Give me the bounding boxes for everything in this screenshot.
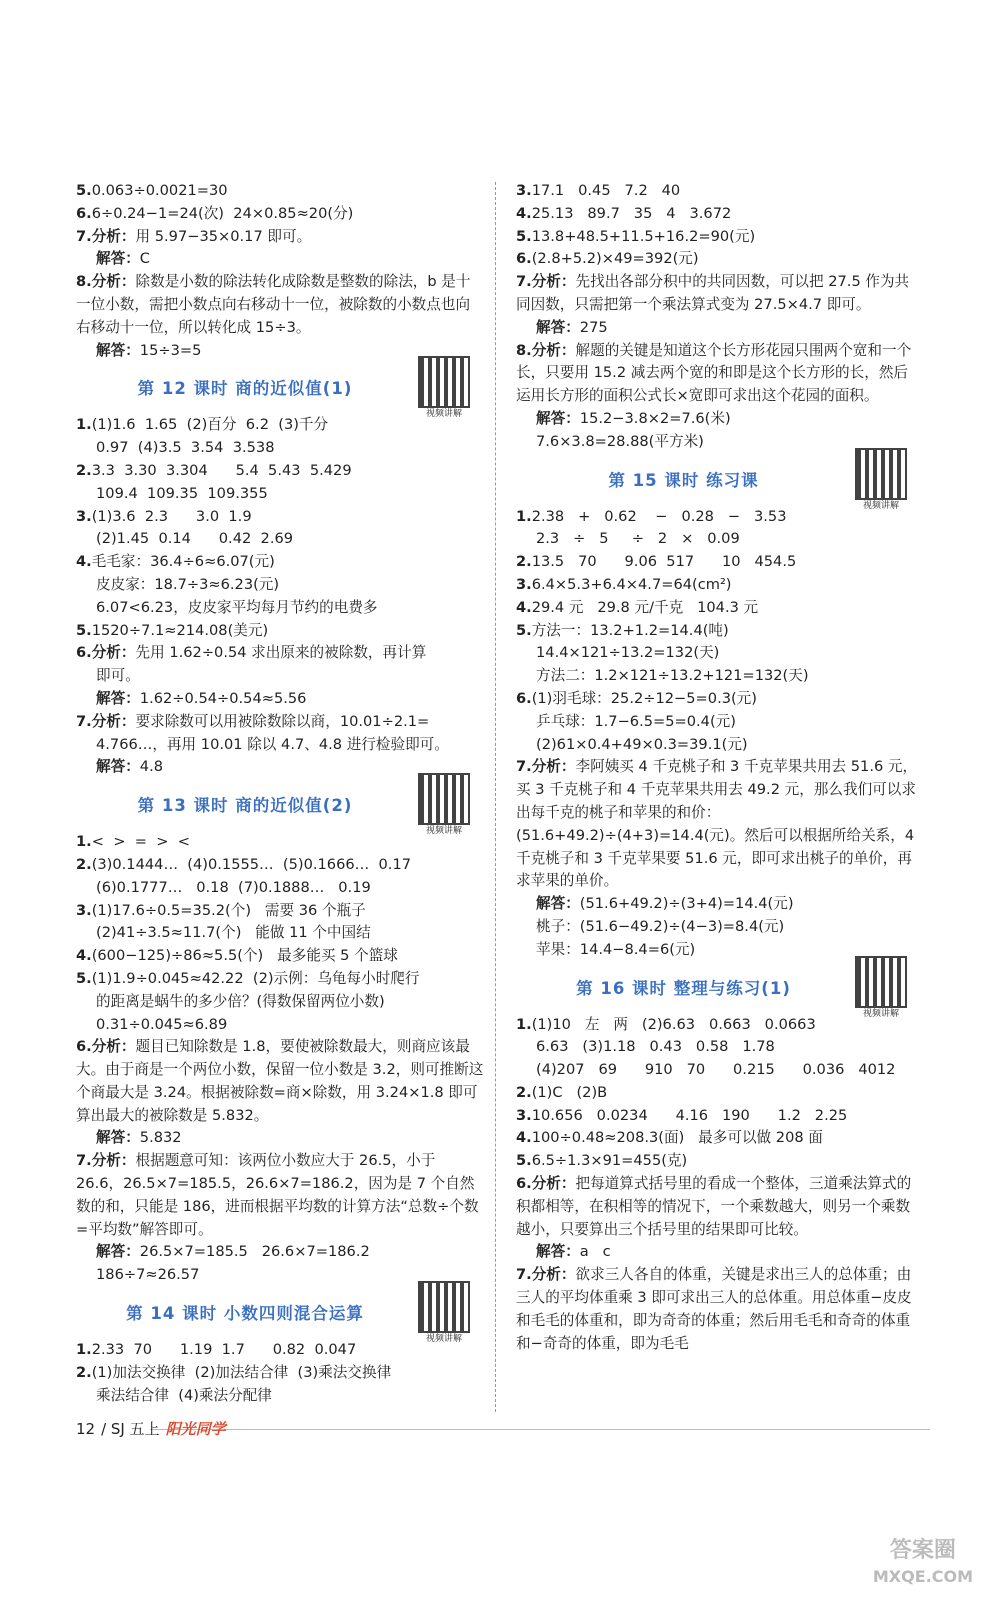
- left-column: [76, 180, 484, 1407]
- item-label: 分析：: [91, 273, 136, 291]
- item-number: 7.: [76, 712, 92, 730]
- answer-item: [516, 574, 921, 597]
- item-text: < > = > <: [91, 833, 190, 851]
- item-label: 分析：: [531, 341, 576, 359]
- item-label: 分析：: [91, 1038, 136, 1056]
- item-text: 乘法结合律 (4)乘法分配律: [96, 1386, 272, 1404]
- qr-code-icon: [855, 448, 907, 500]
- item-text: 15.2−3.8×2=7.6(米): [579, 409, 731, 427]
- item-text: 桃子：(51.6−49.2)÷(4−3)=8.4(元): [536, 917, 785, 935]
- answer-item: [516, 226, 921, 249]
- item-text: (1)10 左 两 (2)6.63 0.663 0.0663: [531, 1015, 816, 1033]
- item-number: 4.: [516, 204, 532, 222]
- item-number: 7.: [76, 1152, 92, 1170]
- answer-line: [76, 1014, 484, 1037]
- qr-caption: 视频讲解: [425, 826, 462, 837]
- item-number: 8.: [516, 341, 532, 359]
- item-text: 方法一：13.2+1.2=14.4(吨): [531, 621, 729, 639]
- item-text: (6)0.1777… 0.18 (7)0.1888… 0.19: [96, 878, 371, 896]
- item-number: 2.: [516, 1083, 532, 1101]
- item-number: 7.: [516, 273, 532, 291]
- item-text: 乒乓球：1.7−6.5=5=0.4(元): [536, 712, 736, 730]
- item-text: 15÷3=5: [139, 341, 202, 359]
- qr-code: [418, 1281, 470, 1347]
- item-number: 6.: [516, 689, 532, 707]
- item-number: 6.: [76, 1038, 92, 1056]
- item-text: 6.07<6.23，皮皮家平均每月节约的电费多: [96, 598, 378, 616]
- item-text: 6÷0.24−1=24(次) 24×0.85≈20(分): [91, 204, 354, 222]
- item-text: 26.5×7=185.5 26.6×7=186.2: [139, 1243, 370, 1261]
- item-text: (1)羽毛球：25.2÷12−5=0.3(元): [531, 689, 757, 707]
- answer-line: [76, 597, 484, 620]
- item-text: (2)1.45 0.14 0.42 2.69: [96, 530, 294, 548]
- item-text: (1)加法交换律 (2)加法结合律 (3)乘法交换律: [91, 1363, 392, 1381]
- answer-item: [516, 688, 921, 711]
- answer-item: [516, 551, 921, 574]
- answer-line: [76, 1127, 484, 1150]
- item-text: (2.8+5.2)×49=392(元): [531, 250, 699, 268]
- item-text: (1)1.9÷0.045≈42.22 (2)示例：乌龟每小时爬行: [91, 969, 420, 987]
- answer-line: [76, 248, 484, 271]
- lesson-title: 第 13 课时 商的近似值(2): [137, 796, 353, 816]
- item-text: 100÷0.48≈208.3(面) 最多可以做 208 面: [531, 1129, 823, 1147]
- answer-line: [76, 574, 484, 597]
- item-text: 6.63 (3)1.18 0.43 0.58 1.78: [536, 1038, 775, 1056]
- item-text: 即可。: [96, 667, 140, 685]
- item-label: 解答：: [536, 1243, 580, 1261]
- item-label: 解答：: [536, 895, 580, 913]
- answer-line: [516, 1059, 921, 1082]
- answer-item: [76, 551, 484, 574]
- item-label: 分析：: [531, 1266, 576, 1284]
- item-text: 2.3 ÷ 5 ÷ 2 × 0.09: [536, 530, 740, 548]
- qr-code-icon: [418, 773, 470, 825]
- answer-line: [516, 711, 921, 734]
- lesson-header: [76, 366, 484, 420]
- item-text: 25.13 89.7 35 4 3.672: [531, 204, 732, 222]
- item-number: 3.: [76, 901, 92, 919]
- answer-line: [516, 1036, 921, 1059]
- item-number: 2.: [76, 461, 92, 479]
- answer-item: [516, 1264, 921, 1355]
- answer-line: [76, 1241, 484, 1264]
- item-label: 解答：: [96, 250, 140, 268]
- answer-item: [76, 642, 484, 665]
- item-text: 除数是小数的除法转化成除数是整数的除法，b 是十一位小数，需把小数点向右移动十一位，被除数的小数点也向右移动十一位，所以转化成 15÷3。: [76, 273, 471, 336]
- item-number: 6.: [516, 1175, 532, 1193]
- qr-caption: 视频讲解: [862, 1008, 899, 1019]
- lesson-header: [76, 783, 484, 837]
- lesson-header: [516, 458, 921, 511]
- item-number: 2.: [76, 1363, 92, 1381]
- item-text: 0.31÷0.045≈6.89: [96, 1015, 228, 1033]
- item-number: 5.: [516, 227, 532, 245]
- item-number: 1.: [76, 1341, 92, 1359]
- answer-line: [76, 991, 484, 1014]
- item-number: 7.: [516, 758, 532, 776]
- item-text: 17.1 0.45 7.2 40: [531, 182, 681, 199]
- qr-code-icon: [418, 356, 470, 408]
- answer-line: [76, 1385, 484, 1408]
- item-text: (600−125)÷86≈5.5(个) 最多能买 5 个篮球: [91, 947, 398, 965]
- item-text: 4.8: [139, 758, 164, 776]
- answer-item: [76, 460, 484, 483]
- lesson-title: 第 16 课时 整理与练习(1): [576, 978, 791, 998]
- answer-item: [516, 1150, 921, 1173]
- item-text: 14.4×121÷13.2=132(天): [536, 644, 720, 662]
- item-number: 1.: [516, 507, 532, 525]
- item-text: 欲求三人各自的体重，关键是求出三人的总体重；由三人的平均体重乘 3 即可求出三人的总体重。用总体重−皮皮和毛毛的体重和，即为奇奇的体重；然后用毛毛和奇奇的体重和−奇奇的体重，即为毛毛: [516, 1266, 912, 1352]
- answer-item: [76, 1362, 484, 1385]
- item-label: 分析：: [91, 712, 136, 730]
- answer-item: [516, 248, 921, 271]
- item-number: 3.: [516, 575, 532, 593]
- item-text: 2.33 70 1.19 1.7 0.82 0.047: [91, 1341, 357, 1359]
- item-text: 的距离是蜗牛的多少倍？(得数保留两位小数): [96, 992, 385, 1010]
- item-text: 0.063÷0.0021=30: [91, 182, 228, 199]
- answer-item: [76, 620, 484, 643]
- item-text: (1)C (2)B: [531, 1083, 608, 1101]
- answer-item: [516, 1127, 921, 1150]
- answer-item: [516, 1082, 921, 1105]
- item-label: 解答：: [96, 1243, 140, 1261]
- answer-item: [76, 203, 484, 226]
- answer-line: [76, 437, 484, 460]
- item-text: 109.4 109.35 109.355: [96, 484, 268, 502]
- item-number: 5.: [76, 621, 92, 639]
- qr-code: [418, 356, 470, 422]
- item-text: 根据题意可知：该两位小数应大于 26.5，小于 26.6，26.5×7=185.5，26.6×7=186.2，因为是 7 个自然数的和，只能是 186，进而根据平均数的计算方法“总数÷个数=平均数”解答即可。: [76, 1152, 479, 1238]
- item-text: 方法二：1.2×121÷13.2+121=132(天): [536, 667, 809, 685]
- answer-line: [76, 922, 484, 945]
- item-text: 先用 1.62÷0.54 求出原来的被除数，再计算: [135, 644, 427, 662]
- watermark-title: 答案圈: [889, 1538, 956, 1563]
- answer-item: [516, 1105, 921, 1128]
- item-label: 分析：: [91, 227, 136, 245]
- column-divider: [495, 182, 496, 1412]
- answer-line: [516, 916, 921, 939]
- qr-caption: 视频讲解: [862, 500, 899, 511]
- book-code: / SJ 五上: [101, 1420, 160, 1438]
- item-number: 1.: [76, 416, 92, 434]
- item-text: 0.97 (4)3.5 3.54 3.538: [96, 439, 275, 457]
- item-text: (2)41÷3.5≈11.7(个) 能做 11 个中国结: [96, 924, 371, 942]
- item-label: 解答：: [96, 758, 140, 776]
- answer-item: [76, 1150, 484, 1241]
- item-number: 5.: [76, 969, 92, 987]
- item-number: 4.: [516, 598, 532, 616]
- item-text: 275: [579, 318, 608, 336]
- item-number: 7.: [76, 227, 92, 245]
- lesson-title: 第 15 课时 练习课: [608, 470, 759, 490]
- item-text: 解题的关键是知道这个长方形花园只围两个宽和一个长，只要用 15.2 减去两个宽的和即是这个长方形的长，然后运用长方形的面积公式长×宽即可求出这个花园的面积。: [516, 341, 912, 405]
- answer-item: [76, 226, 484, 249]
- answer-line: [516, 893, 921, 916]
- answer-line: [516, 665, 921, 688]
- item-text: 13.5 70 9.06 517 10 454.5: [531, 553, 797, 571]
- answer-line: [516, 528, 921, 551]
- item-text: 1.62÷0.54÷0.54≈5.56: [139, 689, 307, 707]
- answer-line: [76, 665, 484, 688]
- item-label: 解答：: [96, 689, 140, 707]
- item-text: 用 5.97−35×0.17 即可。: [135, 227, 312, 245]
- answer-item: [516, 180, 921, 203]
- lesson-title: 第 14 课时 小数四则混合运算: [126, 1304, 364, 1324]
- item-text: 186÷7≈26.57: [96, 1266, 200, 1284]
- brand-logo: 阳光同学: [165, 1420, 226, 1438]
- site-watermark: [873, 1538, 973, 1590]
- answer-item: [516, 340, 921, 408]
- item-text: (2)61×0.4+49×0.3=39.1(元): [536, 735, 748, 753]
- item-text: (3)0.1444… (4)0.1555… (5)0.1666… 0.17: [91, 855, 412, 873]
- item-text: 毛毛家：36.4÷6≈6.07(元): [91, 553, 275, 571]
- answer-line: [76, 734, 484, 757]
- item-text: 4.766…，再用 10.01 除以 4.7、4.8 进行检验即可。: [96, 735, 449, 753]
- item-label: 解答：: [536, 409, 580, 427]
- answer-item: [516, 756, 921, 893]
- item-text: 苹果：14.4−8.4=6(元): [536, 940, 696, 958]
- item-number: 7.: [516, 1266, 532, 1284]
- item-label: 解答：: [96, 1129, 140, 1147]
- item-text: 1520÷7.1≈214.08(美元): [91, 621, 269, 639]
- item-number: 6.: [516, 250, 532, 268]
- answer-item: [76, 854, 484, 877]
- item-number: 5.: [516, 621, 532, 639]
- lesson-header: [76, 1291, 484, 1345]
- answer-line: [516, 408, 921, 431]
- item-label: 解答：: [96, 341, 140, 359]
- item-label: 解答：: [536, 318, 580, 336]
- answer-line: [76, 528, 484, 551]
- item-text: 2.38 + 0.62 − 0.28 − 3.53: [531, 507, 787, 525]
- qr-code-icon: [855, 956, 907, 1008]
- page-footer: [76, 1418, 226, 1439]
- item-number: 1.: [76, 833, 92, 851]
- answer-line: [76, 688, 484, 711]
- item-number: 4.: [76, 947, 92, 965]
- item-text: 7.6×3.8=28.88(平方米): [536, 432, 704, 450]
- qr-caption: 视频讲解: [425, 409, 462, 420]
- lesson-title: 第 12 课时 商的近似值(1): [137, 379, 353, 399]
- item-number: 3.: [516, 182, 532, 199]
- item-label: 分析：: [91, 1152, 136, 1170]
- answer-item: [516, 620, 921, 643]
- item-text: 要求除数可以用被除数除以商，10.01÷2.1=: [135, 712, 430, 730]
- item-text: 6.5÷1.3×91=455(克): [531, 1152, 688, 1170]
- item-number: 4.: [76, 553, 92, 571]
- watermark-url: MXQE.COM: [872, 1567, 973, 1586]
- item-text: (51.6+49.2)÷(3+4)=14.4(元): [579, 895, 794, 913]
- item-text: 把每道算式括号里的看成一个整体，三道乘法算式的积都相等，在积相等的情况下，一个乘数越大，则另一个乘数越小，只要算出三个括号里的结果即可比较。: [516, 1175, 912, 1238]
- footer-rule: [150, 1429, 930, 1430]
- item-label: 分析：: [91, 644, 136, 662]
- item-label: 分析：: [531, 273, 576, 291]
- item-text: 题目已知除数是 1.8，要使被除数最大，则商应该最大。由于商是一个两位小数，保留一位小数是 3.2，则可推断这个商最大是 3.24。根据被除数=商×除数，用 3.24×1.8 即可算出最大的被除数是 5.832。: [76, 1038, 484, 1124]
- answer-item: [516, 203, 921, 226]
- item-text: 13.8+48.5+11.5+16.2=90(元): [531, 227, 756, 245]
- item-text: 皮皮家：18.7÷3≈6.23(元): [96, 575, 280, 593]
- item-number: 6.: [76, 644, 92, 662]
- item-text: (1)3.6 2.3 3.0 1.9: [91, 507, 252, 525]
- item-number: 5.: [76, 182, 92, 199]
- answer-item: [76, 900, 484, 923]
- item-text: 先找出各部分积中的共同因数，可以把 27.5 作为共同因数，只需把第一个乘法算式变为 27.5×4.7 即可。: [516, 273, 910, 313]
- item-number: 2.: [76, 855, 92, 873]
- answer-item: [76, 180, 484, 203]
- answer-line: [516, 734, 921, 757]
- item-text: C: [139, 250, 150, 268]
- qr-code: [855, 956, 907, 1022]
- answer-item: [76, 945, 484, 968]
- item-text: 10.656 0.0234 4.16 190 1.2 2.25: [531, 1106, 848, 1124]
- item-number: 3.: [76, 507, 92, 525]
- answer-line: [76, 877, 484, 900]
- answer-line: [516, 317, 921, 340]
- item-text: 3.3 3.30 3.304 5.4 5.43 5.429: [91, 461, 352, 479]
- item-text: (1)17.6÷0.5=35.2(个) 需要 36 个瓶子: [91, 901, 366, 919]
- item-number: 5.: [516, 1152, 532, 1170]
- item-number: 2.: [516, 553, 532, 571]
- answer-item: [516, 597, 921, 620]
- item-label: 分析：: [531, 1175, 576, 1193]
- item-text: 29.4 元 29.8 元/千克 104.3 元: [531, 598, 759, 616]
- answer-item: [516, 1173, 921, 1241]
- item-text: 6.4×5.3+6.4×4.7=64(cm²): [531, 575, 732, 593]
- item-text: (1)1.6 1.65 (2)百分 6.2 (3)千分: [91, 416, 329, 434]
- answer-line: [76, 483, 484, 506]
- right-column: [516, 180, 921, 1355]
- item-text: a c: [579, 1243, 611, 1261]
- item-number: 3.: [516, 1106, 532, 1124]
- qr-code: [855, 448, 907, 514]
- item-number: 1.: [516, 1015, 532, 1033]
- answer-item: [516, 271, 921, 317]
- item-number: 6.: [76, 204, 92, 222]
- answer-line: [516, 1241, 921, 1264]
- lesson-header: [516, 966, 921, 1019]
- answer-item: [76, 968, 484, 991]
- answer-item: [76, 711, 484, 734]
- item-text: (4)207 69 910 70 0.215 0.036 4012: [536, 1061, 896, 1079]
- item-label: 分析：: [531, 758, 576, 776]
- qr-caption: 视频讲解: [425, 1334, 462, 1345]
- qr-code: [418, 773, 470, 839]
- answer-item: [76, 271, 484, 339]
- qr-code-icon: [418, 1281, 470, 1333]
- item-text: 5.832: [139, 1129, 182, 1147]
- item-number: 8.: [76, 273, 92, 291]
- answer-line: [516, 642, 921, 665]
- page-number: 12: [76, 1419, 96, 1438]
- answer-item: [76, 1036, 484, 1127]
- item-text: 李阿姨买 4 千克桃子和 3 千克苹果共用去 51.6 元，买 3 千克桃子和 4 千克苹果共用去 49.2 元，那么我们可以求出每千克的桃子和苹果的和价：(51.6+49.2)÷(4+3)=14.4(元)。然后可以根据所给关系，4 千克桃子和 3 千克苹果要 51.6 元，即可求出桃子的单价，再求苹果的单价。: [516, 758, 918, 890]
- item-number: 4.: [516, 1129, 532, 1147]
- answer-item: [76, 506, 484, 529]
